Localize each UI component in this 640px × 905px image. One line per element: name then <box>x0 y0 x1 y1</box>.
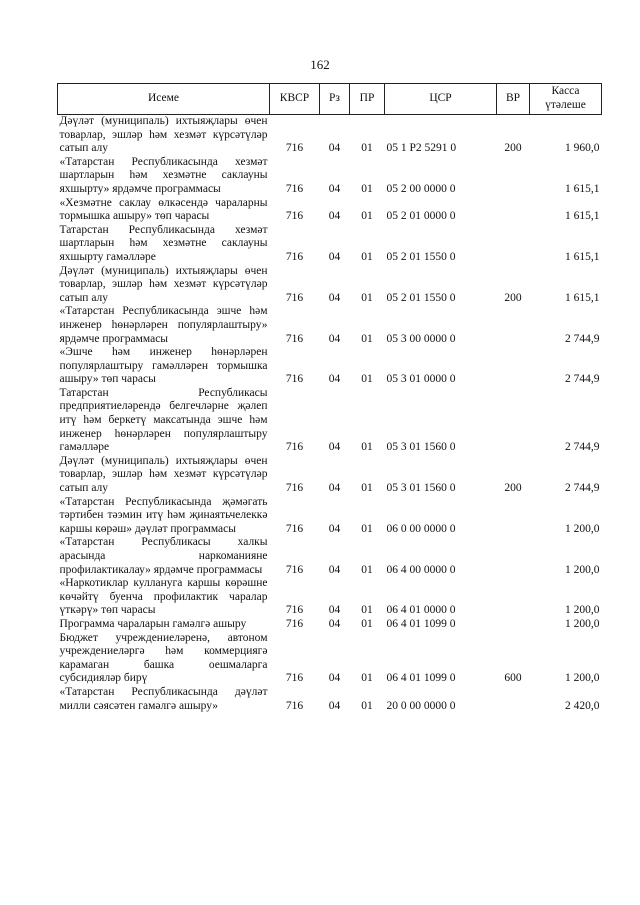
cell-csr: 05 1 Р2 5291 0 <box>386 142 457 155</box>
cell-csr: 05 3 01 1560 0 <box>386 441 456 454</box>
cell-rz: 04 <box>328 182 341 195</box>
cell-pr: 01 <box>361 210 373 223</box>
cell-pr: 01 <box>361 182 373 195</box>
table-row <box>58 618 602 632</box>
table-row <box>58 686 602 713</box>
cell-kvsr: 716 <box>285 672 304 685</box>
cell-rz: 04 <box>328 250 341 263</box>
cell-kvsr: 716 <box>285 250 304 263</box>
cell-rz: 04 <box>328 291 341 304</box>
cell-vr <box>497 496 530 537</box>
table-body <box>58 115 602 714</box>
cell-rz: 04 <box>328 563 341 576</box>
cell-vr: 200 <box>504 291 522 304</box>
cell-kassa: 1 200,0 <box>565 604 600 617</box>
header-pr: ПР <box>350 84 385 115</box>
header-kassa-line-2: үтәлеше <box>545 99 586 111</box>
cell-pr: 01 <box>361 142 373 155</box>
cell-vr <box>497 224 530 265</box>
cell-csr: 05 2 00 0000 0 <box>386 182 456 195</box>
cell-csr: 20 0 00 0000 0 <box>386 699 456 712</box>
cell-kassa: 1 200,0 <box>565 522 600 535</box>
table-row <box>58 156 602 197</box>
cell-rz: 04 <box>328 210 341 223</box>
cell-csr: 05 2 01 0000 0 <box>386 210 456 223</box>
budget-table <box>57 83 602 713</box>
table-row <box>58 265 602 306</box>
table-row <box>58 115 602 156</box>
cell-rz: 04 <box>328 373 341 386</box>
header-kvsr: КВСР <box>270 84 320 115</box>
cell-csr: 05 3 01 1560 0 <box>386 482 456 495</box>
cell-name: Бюджет учреждениеләренә, автоном учреждениеләргә һәм коммерциягә карамаган башка оешмаларга субсидияләр бирү <box>59 631 268 685</box>
cell-kvsr: 716 <box>285 373 304 386</box>
cell-name: Татарстан Республикасы предприятиеләрендә белгечләрне җәлеп итү һәм беркетү максатында эшче һәм инженер һөнәрләрен популярлаштыру гамәлләре <box>59 386 268 454</box>
cell-name: Дәүләт (муниципаль) ихтыяҗлары өчен товарлар, эшләр һәм хезмәт күрсәтүләр сатып алу <box>59 454 268 495</box>
cell-kassa: 1 615,1 <box>565 182 600 195</box>
page-number: 162 <box>310 57 330 72</box>
table-row <box>58 632 602 686</box>
table-row <box>58 496 602 537</box>
cell-kassa: 2 420,0 <box>565 699 600 712</box>
cell-rz: 04 <box>328 672 341 685</box>
header-csr: ЦСР <box>385 84 497 115</box>
cell-rz: 04 <box>328 699 341 712</box>
cell-pr: 01 <box>361 522 373 535</box>
cell-vr <box>497 346 530 387</box>
cell-pr: 01 <box>361 441 373 454</box>
cell-vr <box>497 387 530 455</box>
cell-csr: 05 2 01 1550 0 <box>386 250 456 263</box>
cell-pr: 01 <box>361 604 373 617</box>
table-row <box>58 536 602 577</box>
cell-kvsr: 716 <box>285 291 304 304</box>
cell-name: Дәүләт (муниципаль) ихтыяҗлары өчен товарлар, эшләр һәм хезмәт күрсәтүләр сатып алу <box>59 264 268 304</box>
table-header-row <box>58 84 602 115</box>
cell-kassa: 2 744,9 <box>565 373 600 386</box>
cell-csr: 05 3 01 0000 0 <box>386 373 456 386</box>
cell-csr: 06 4 01 0000 0 <box>386 604 456 617</box>
cell-name: «Татарстан Республикасында дәүләт милли сәясәтен гамәлгә ашыру» <box>59 685 268 712</box>
cell-name: «Наркотиклар кулланугa каршы көрәшне көчәйтү буенча профилактик чаралар үткәрү» төп чарасы <box>59 577 268 617</box>
cell-kvsr: 716 <box>285 441 304 454</box>
cell-rz: 04 <box>328 522 341 535</box>
table-row <box>58 387 602 455</box>
cell-kassa: 1 960,0 <box>565 142 600 155</box>
cell-csr: 06 4 01 1099 0 <box>386 672 456 685</box>
cell-pr: 01 <box>361 617 373 630</box>
header-kassa-line-1: Касса <box>551 85 580 98</box>
cell-pr: 01 <box>361 250 373 263</box>
header-vr: ВР <box>497 84 530 115</box>
cell-vr <box>497 305 530 346</box>
cell-kassa: 1 200,0 <box>565 672 600 685</box>
cell-csr: 06 4 01 1099 0 <box>386 617 456 630</box>
cell-kvsr: 716 <box>285 617 304 630</box>
cell-rz: 04 <box>328 604 341 617</box>
cell-kvsr: 716 <box>285 182 304 195</box>
cell-pr: 01 <box>361 563 373 576</box>
cell-rz: 04 <box>328 142 341 155</box>
cell-name: Татарстан Республикасында хезмәт шартларын һәм хезмәтне саклауны яхшырту гамәлләре <box>59 223 268 263</box>
cell-kassa: 2 744,9 <box>565 332 600 345</box>
cell-rz: 04 <box>328 332 341 345</box>
cell-vr <box>497 577 530 618</box>
table-row <box>58 224 602 265</box>
cell-pr: 01 <box>361 482 373 495</box>
cell-csr: 05 3 00 0000 0 <box>386 332 456 345</box>
table-row <box>58 346 602 387</box>
header-name: Исеме <box>58 84 270 115</box>
cell-name: «Эшче һәм инженер һөнәрләрен популярлаштыру гамәлләрен тормышка ашыру» төп чарасы <box>59 346 268 386</box>
table-row <box>58 305 602 346</box>
cell-name: «Хезмәтне саклау өлкәсендә чараларны тормышка ашыру» төп чарасы <box>59 196 268 223</box>
cell-vr <box>497 618 530 632</box>
cell-vr <box>497 156 530 197</box>
cell-kvsr: 716 <box>285 482 304 495</box>
cell-rz: 04 <box>328 617 341 630</box>
cell-vr <box>497 197 530 224</box>
cell-pr: 01 <box>361 672 373 685</box>
cell-kvsr: 716 <box>285 604 304 617</box>
cell-vr: 200 <box>504 482 522 495</box>
cell-kassa: 1 615,1 <box>565 210 600 223</box>
header-rz: Рз <box>320 84 350 115</box>
cell-kvsr: 716 <box>285 332 304 345</box>
cell-kvsr: 716 <box>285 522 304 535</box>
cell-name: «Татарстан Республикасында җәмәгать тәртибен тәэмин итү һәм җинаятьчелеккә каршы көрәш» дәүләт программасы <box>59 495 268 535</box>
cell-rz: 04 <box>328 482 341 495</box>
cell-kassa: 2 744,9 <box>565 441 600 454</box>
cell-csr: 06 0 00 0000 0 <box>386 522 456 535</box>
table-row <box>58 455 602 496</box>
cell-kassa: 2 744,9 <box>565 482 600 495</box>
cell-vr <box>497 536 530 577</box>
cell-pr: 01 <box>361 373 373 386</box>
cell-kassa: 1 200,0 <box>565 563 600 576</box>
cell-kassa: 1 615,1 <box>565 250 600 263</box>
cell-kassa: 1 615,1 <box>565 291 600 304</box>
cell-pr: 01 <box>361 332 373 345</box>
table-row <box>58 197 602 224</box>
cell-vr: 200 <box>504 142 522 155</box>
cell-csr: 05 2 01 1550 0 <box>386 291 456 304</box>
table-row <box>58 577 602 618</box>
cell-pr: 01 <box>361 699 373 712</box>
cell-pr: 01 <box>361 291 373 304</box>
cell-name: «Татарстан Республикасы халкы арасында наркоманияне профилактикалау» ярдәмче программасы <box>59 536 268 576</box>
cell-kvsr: 716 <box>285 210 304 223</box>
cell-name: «Татарстан Республикасында эшче һәм инженер һөнәрләрен популярлаштыру» ярдәмче программасы <box>59 305 268 345</box>
cell-csr: 06 4 00 0000 0 <box>386 563 456 576</box>
cell-name: Программа чараларын гамәлгә ашыру <box>59 617 247 630</box>
cell-vr: 600 <box>504 672 522 685</box>
cell-kvsr: 716 <box>285 142 304 155</box>
cell-kvsr: 716 <box>285 563 304 576</box>
cell-vr <box>497 686 530 713</box>
cell-name: Дәүләт (муниципаль) ихтыяҗлары өчен товарлар, эшләр һәм хезмәт күрсәтүләр сатып алу <box>59 115 268 155</box>
cell-kvsr: 716 <box>285 699 304 712</box>
cell-rz: 04 <box>328 441 341 454</box>
cell-kassa: 1 200,0 <box>565 617 600 630</box>
header-kassa <box>530 84 602 115</box>
cell-name: «Татарстан Республикасында хезмәт шартларын һәм хезмәтне саклауны яхшырту» ярдәмче программасы <box>59 155 268 195</box>
